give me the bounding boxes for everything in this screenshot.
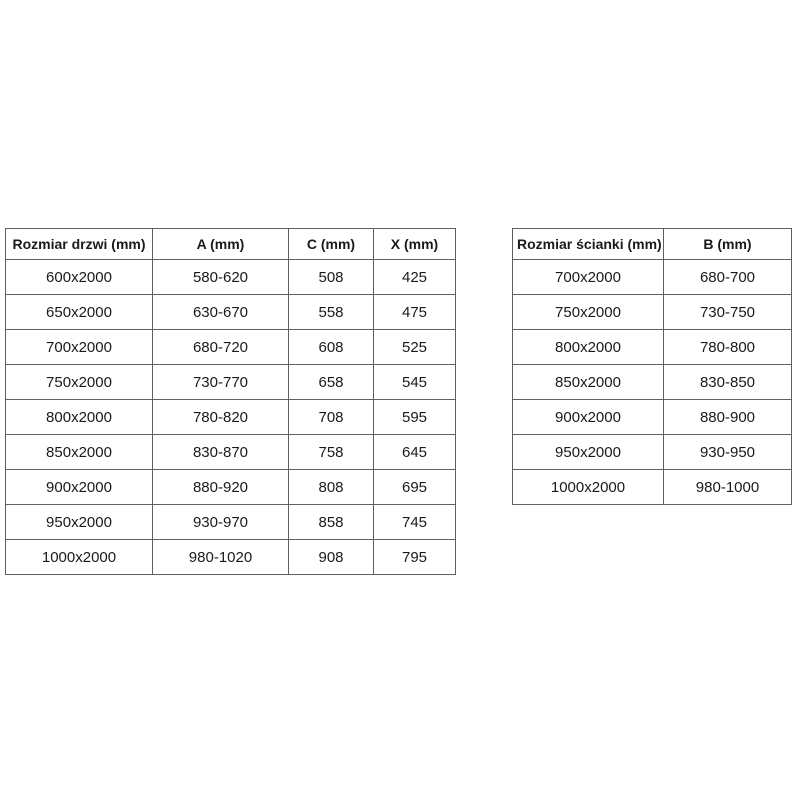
table-cell: 425 — [374, 260, 456, 295]
table-cell: 650x2000 — [6, 295, 153, 330]
table-row — [513, 400, 792, 435]
table-cell: 758 — [289, 435, 374, 470]
table-row — [6, 330, 456, 365]
table-cell: 700x2000 — [6, 330, 153, 365]
table-row — [6, 400, 456, 435]
table-row — [513, 365, 792, 400]
table-cell: 680-700 — [664, 260, 792, 295]
table-row — [513, 260, 792, 295]
table-cell: 700x2000 — [513, 260, 664, 295]
table-row — [6, 295, 456, 330]
table-row — [6, 365, 456, 400]
table-row — [513, 330, 792, 365]
table-cell: 730-750 — [664, 295, 792, 330]
door-size-table — [5, 228, 456, 575]
table-cell: 980-1000 — [664, 470, 792, 505]
header-cell-b: B (mm) — [664, 229, 792, 260]
table-row — [6, 505, 456, 540]
table-header-row — [6, 229, 456, 260]
table-cell: 900x2000 — [6, 470, 153, 505]
table-cell: 800x2000 — [6, 400, 153, 435]
table-cell: 900x2000 — [513, 400, 664, 435]
table-cell: 880-920 — [153, 470, 289, 505]
table-cell: 630-670 — [153, 295, 289, 330]
table-row — [513, 295, 792, 330]
table-cell: 750x2000 — [513, 295, 664, 330]
table-cell: 750x2000 — [6, 365, 153, 400]
table-cell: 858 — [289, 505, 374, 540]
table-cell: 745 — [374, 505, 456, 540]
table-row — [513, 470, 792, 505]
table-cell: 475 — [374, 295, 456, 330]
table-cell: 580-620 — [153, 260, 289, 295]
table-cell: 545 — [374, 365, 456, 400]
table-cell: 508 — [289, 260, 374, 295]
table-cell: 830-870 — [153, 435, 289, 470]
table-cell: 808 — [289, 470, 374, 505]
table-row — [513, 435, 792, 470]
table-cell: 525 — [374, 330, 456, 365]
table-cell: 795 — [374, 540, 456, 575]
table-cell: 850x2000 — [6, 435, 153, 470]
table-cell: 830-850 — [664, 365, 792, 400]
table-cell: 708 — [289, 400, 374, 435]
table-row — [6, 260, 456, 295]
table-cell: 1000x2000 — [513, 470, 664, 505]
table-cell: 595 — [374, 400, 456, 435]
table-cell: 850x2000 — [513, 365, 664, 400]
header-cell-c: C (mm) — [289, 229, 374, 260]
table-cell: 695 — [374, 470, 456, 505]
table-cell: 880-900 — [664, 400, 792, 435]
table-cell: 930-970 — [153, 505, 289, 540]
table-cell: 600x2000 — [6, 260, 153, 295]
table-cell: 680-720 — [153, 330, 289, 365]
table-cell: 645 — [374, 435, 456, 470]
wall-size-table — [512, 228, 792, 505]
table-cell: 930-950 — [664, 435, 792, 470]
header-cell-wall-size: Rozmiar ścianki (mm) — [513, 229, 664, 260]
table-cell: 730-770 — [153, 365, 289, 400]
table-cell: 658 — [289, 365, 374, 400]
table-row — [6, 435, 456, 470]
table-cell: 950x2000 — [6, 505, 153, 540]
table-cell: 908 — [289, 540, 374, 575]
header-cell-door-size: Rozmiar drzwi (mm) — [6, 229, 153, 260]
table-cell: 980-1020 — [153, 540, 289, 575]
table-cell: 608 — [289, 330, 374, 365]
table-header-row — [513, 229, 792, 260]
table-cell: 800x2000 — [513, 330, 664, 365]
table-cell: 950x2000 — [513, 435, 664, 470]
header-cell-x: X (mm) — [374, 229, 456, 260]
table-cell: 780-800 — [664, 330, 792, 365]
table-cell: 558 — [289, 295, 374, 330]
table-row — [6, 540, 456, 575]
table-cell: 1000x2000 — [6, 540, 153, 575]
table-row — [6, 470, 456, 505]
header-cell-a: A (mm) — [153, 229, 289, 260]
table-cell: 780-820 — [153, 400, 289, 435]
